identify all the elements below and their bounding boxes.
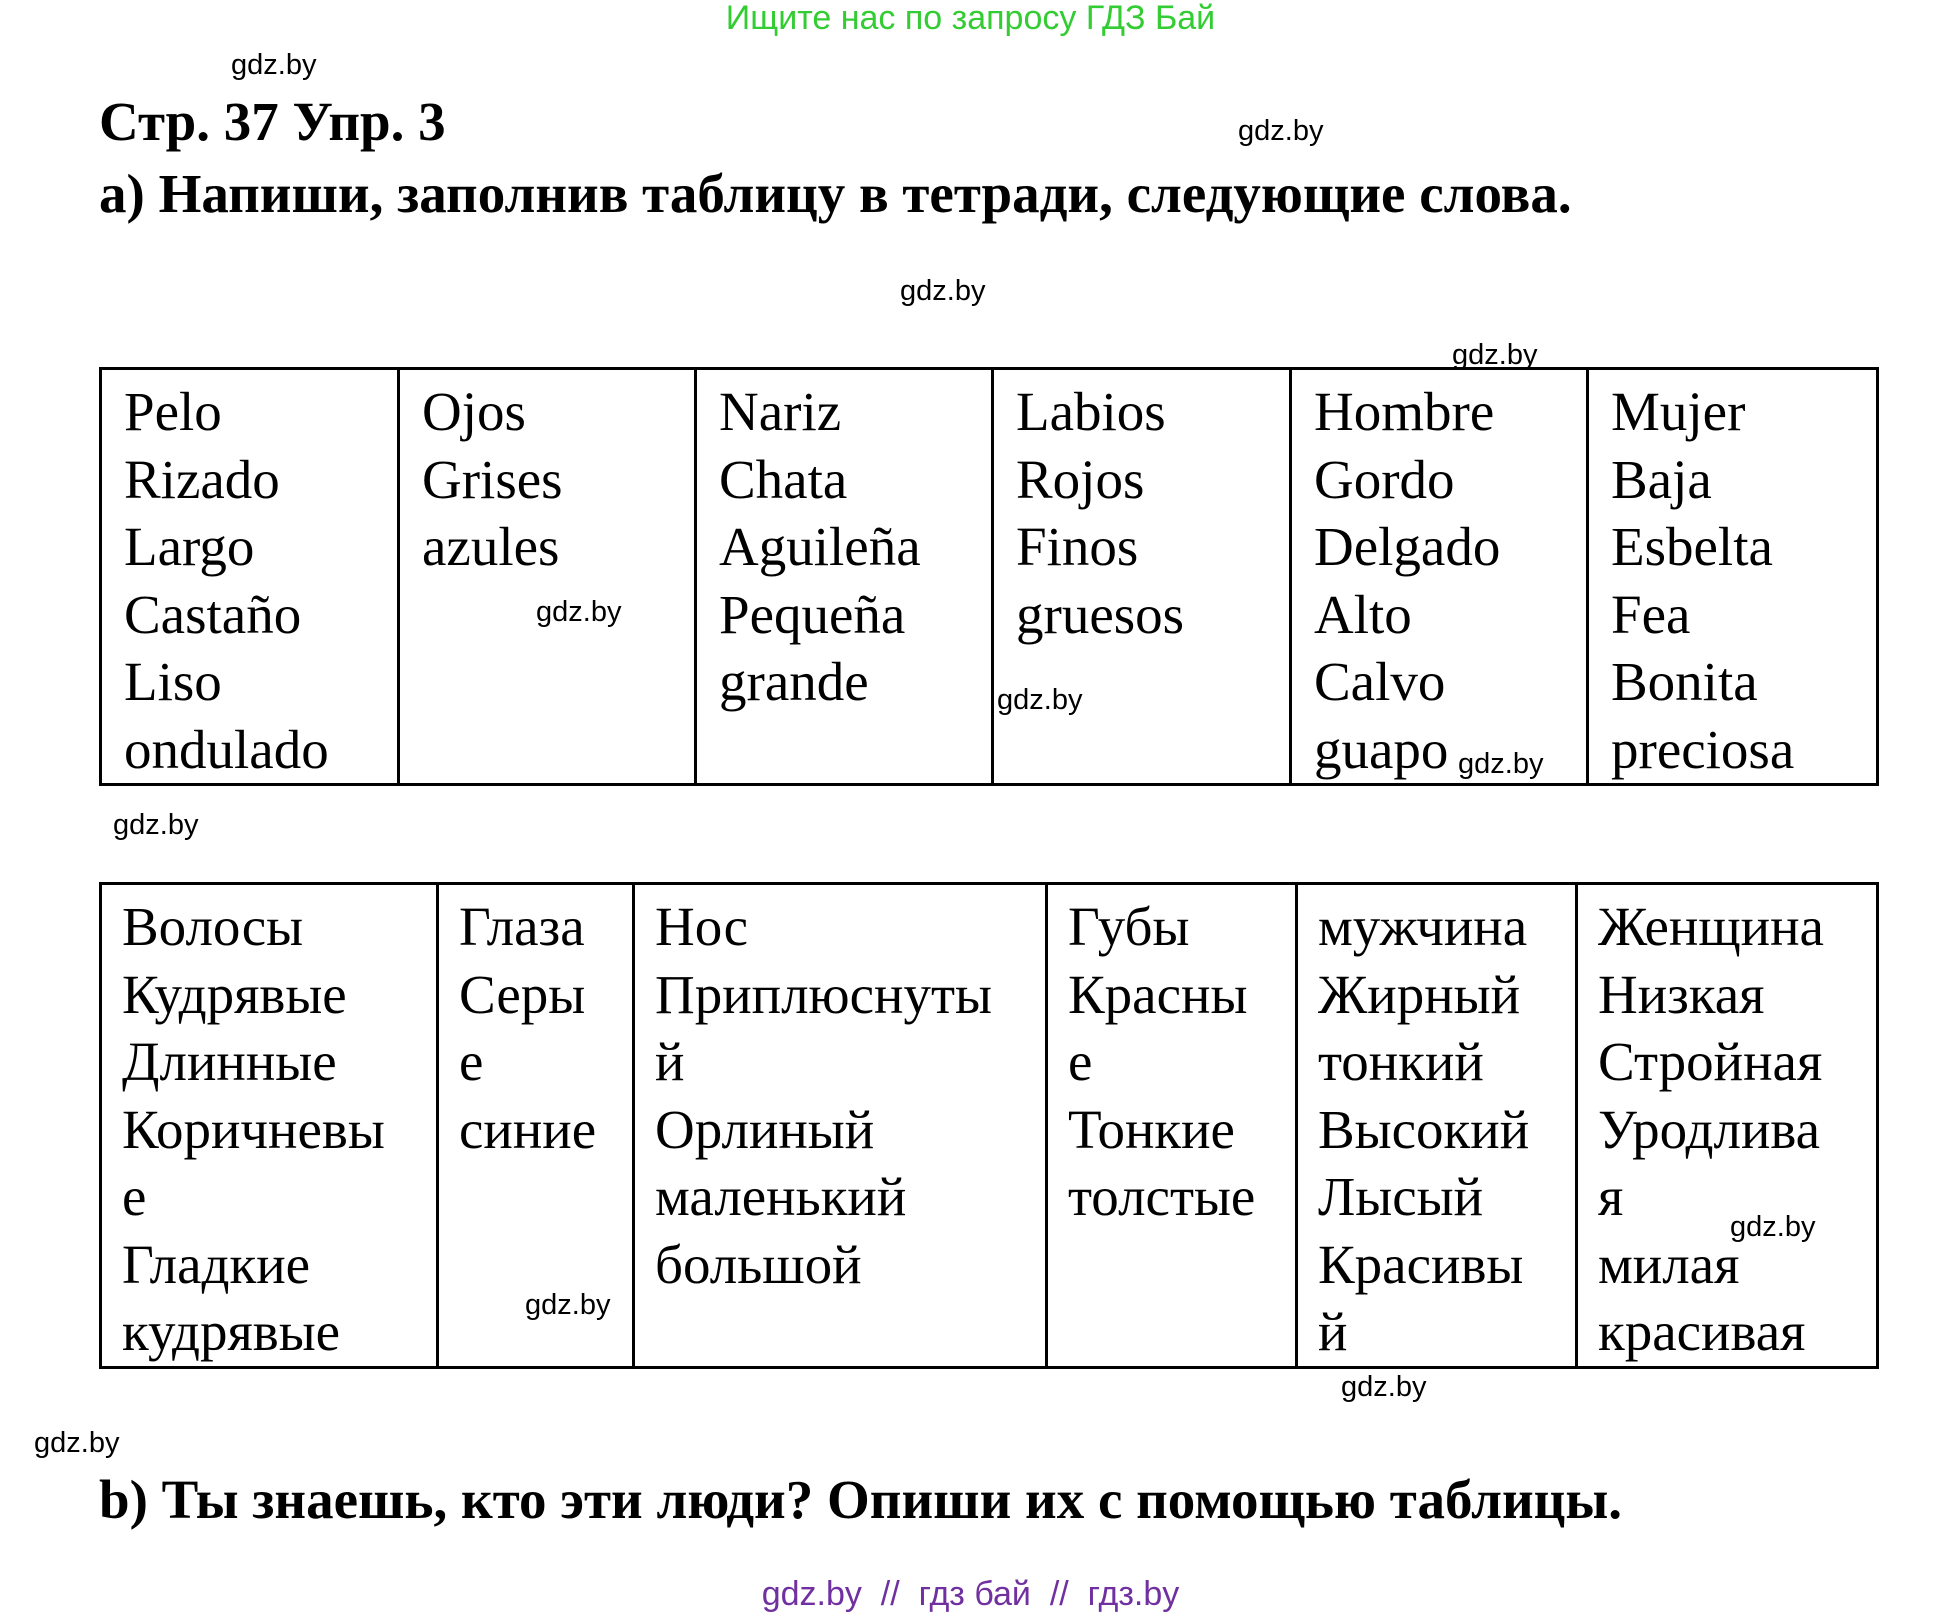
word: Alto	[1314, 583, 1412, 645]
word: е	[459, 1031, 484, 1092]
word: Женщина	[1598, 896, 1824, 957]
word: Finos	[1016, 516, 1139, 577]
word: Chata	[719, 448, 848, 510]
word: Nariz	[719, 381, 842, 442]
word: Высокий	[1318, 1098, 1530, 1160]
word: Нос	[655, 896, 749, 957]
watermark: gdz.by	[1452, 339, 1538, 371]
word: Aguileña	[719, 516, 921, 577]
word: тонкий	[1318, 1031, 1484, 1092]
word: Grises	[422, 448, 563, 510]
word: Pequeña	[719, 583, 906, 645]
word: маленький	[655, 1166, 907, 1227]
word: Delgado	[1314, 516, 1501, 577]
footer-links: gdz.by // гдз бай // гдз.by	[761, 1575, 1180, 1613]
watermark: gdz.by	[900, 275, 986, 307]
russian-column-hair	[101, 884, 438, 1368]
word: Жирный	[1318, 963, 1521, 1025]
task-b-heading: b) Ты знаешь, кто эти люди? Опиши их с помощью таблицы.	[99, 1469, 1623, 1530]
word: мужчина	[1318, 896, 1528, 957]
russian-column-man	[1297, 884, 1577, 1368]
russian-table-row	[101, 884, 1878, 1368]
word: Rizado	[124, 448, 280, 510]
word: Ojos	[422, 381, 526, 442]
word: Уродлива	[1598, 1098, 1821, 1160]
word: Largo	[124, 516, 255, 577]
russian-column-nose	[634, 884, 1047, 1368]
watermark: gdz.by	[536, 596, 622, 628]
word: Стройная	[1598, 1031, 1823, 1092]
word: й	[1318, 1301, 1348, 1362]
word: толстые	[1068, 1166, 1256, 1227]
word: Bonita	[1611, 651, 1758, 712]
spanish-words-table	[99, 367, 1879, 786]
watermark: gdz.by	[1341, 1371, 1427, 1403]
word: Castaño	[124, 583, 302, 645]
watermark: gdz.by	[113, 809, 199, 841]
word: Labios	[1016, 381, 1166, 442]
word: синие	[459, 1098, 597, 1160]
watermark: gdz.by	[525, 1289, 611, 1321]
word: guapo	[1314, 718, 1449, 780]
word: Liso	[124, 651, 222, 712]
word: е	[1068, 1031, 1093, 1092]
word: Fea	[1611, 583, 1691, 645]
word: большой	[655, 1233, 862, 1295]
word: е	[122, 1166, 147, 1227]
word: Кудрявые	[122, 963, 347, 1025]
spanish-column-man	[1291, 369, 1588, 785]
spanish-table-row	[101, 369, 1878, 785]
watermark: gdz.by	[1458, 748, 1544, 780]
word: Гладкие	[122, 1233, 311, 1295]
word: Коричневы	[122, 1098, 385, 1160]
task-a-heading: a) Напиши, заполнив таблицу в тетради, следующие слова.	[99, 163, 1572, 224]
spanish-column-hair	[101, 369, 399, 785]
word: Calvo	[1314, 651, 1446, 712]
word: ondulado	[124, 718, 329, 780]
russian-words-table	[99, 882, 1879, 1369]
word: azules	[422, 516, 560, 577]
russian-column-woman	[1577, 884, 1878, 1368]
spanish-column-woman	[1588, 369, 1878, 785]
word: Тонкие	[1068, 1098, 1235, 1160]
word: я	[1598, 1166, 1624, 1227]
word: милая	[1598, 1233, 1740, 1295]
word: Красивы	[1318, 1233, 1524, 1295]
word: Серы	[459, 963, 586, 1025]
word: Baja	[1611, 448, 1712, 510]
word: красивая	[1598, 1301, 1806, 1362]
watermark: gdz.by	[231, 49, 317, 81]
spanish-column-nose	[696, 369, 993, 785]
word: Esbelta	[1611, 516, 1773, 577]
word: Низкая	[1598, 963, 1765, 1025]
word: preciosa	[1611, 718, 1795, 780]
watermark: gdz.by	[1238, 115, 1324, 147]
spanish-column-lips	[993, 369, 1291, 785]
russian-column-lips	[1047, 884, 1297, 1368]
watermark: gdz.by	[997, 684, 1083, 716]
word: grande	[719, 651, 869, 712]
page-title: Стр. 37 Упр. 3	[99, 91, 446, 152]
word: Rojos	[1016, 448, 1145, 510]
word: Губы	[1068, 896, 1190, 957]
top-banner: Ищите нас по запросу ГДЗ Бай	[725, 0, 1216, 37]
word: Орлиный	[655, 1098, 875, 1160]
word: Mujer	[1611, 381, 1746, 442]
watermark: gdz.by	[34, 1427, 120, 1459]
word: й	[655, 1031, 685, 1092]
word: Лысый	[1318, 1166, 1484, 1227]
word: Длинные	[122, 1031, 337, 1092]
word: кудрявые	[122, 1301, 341, 1362]
watermark: gdz.by	[1730, 1211, 1816, 1243]
word: Волосы	[122, 896, 304, 957]
spanish-column-eyes	[399, 369, 696, 785]
word: Приплюснуты	[655, 963, 992, 1025]
word: Красны	[1068, 963, 1248, 1025]
word: Глаза	[459, 896, 585, 957]
word: Gordo	[1314, 448, 1455, 510]
word: Pelo	[124, 381, 222, 442]
word: gruesos	[1016, 583, 1185, 645]
word: Hombre	[1314, 381, 1495, 442]
